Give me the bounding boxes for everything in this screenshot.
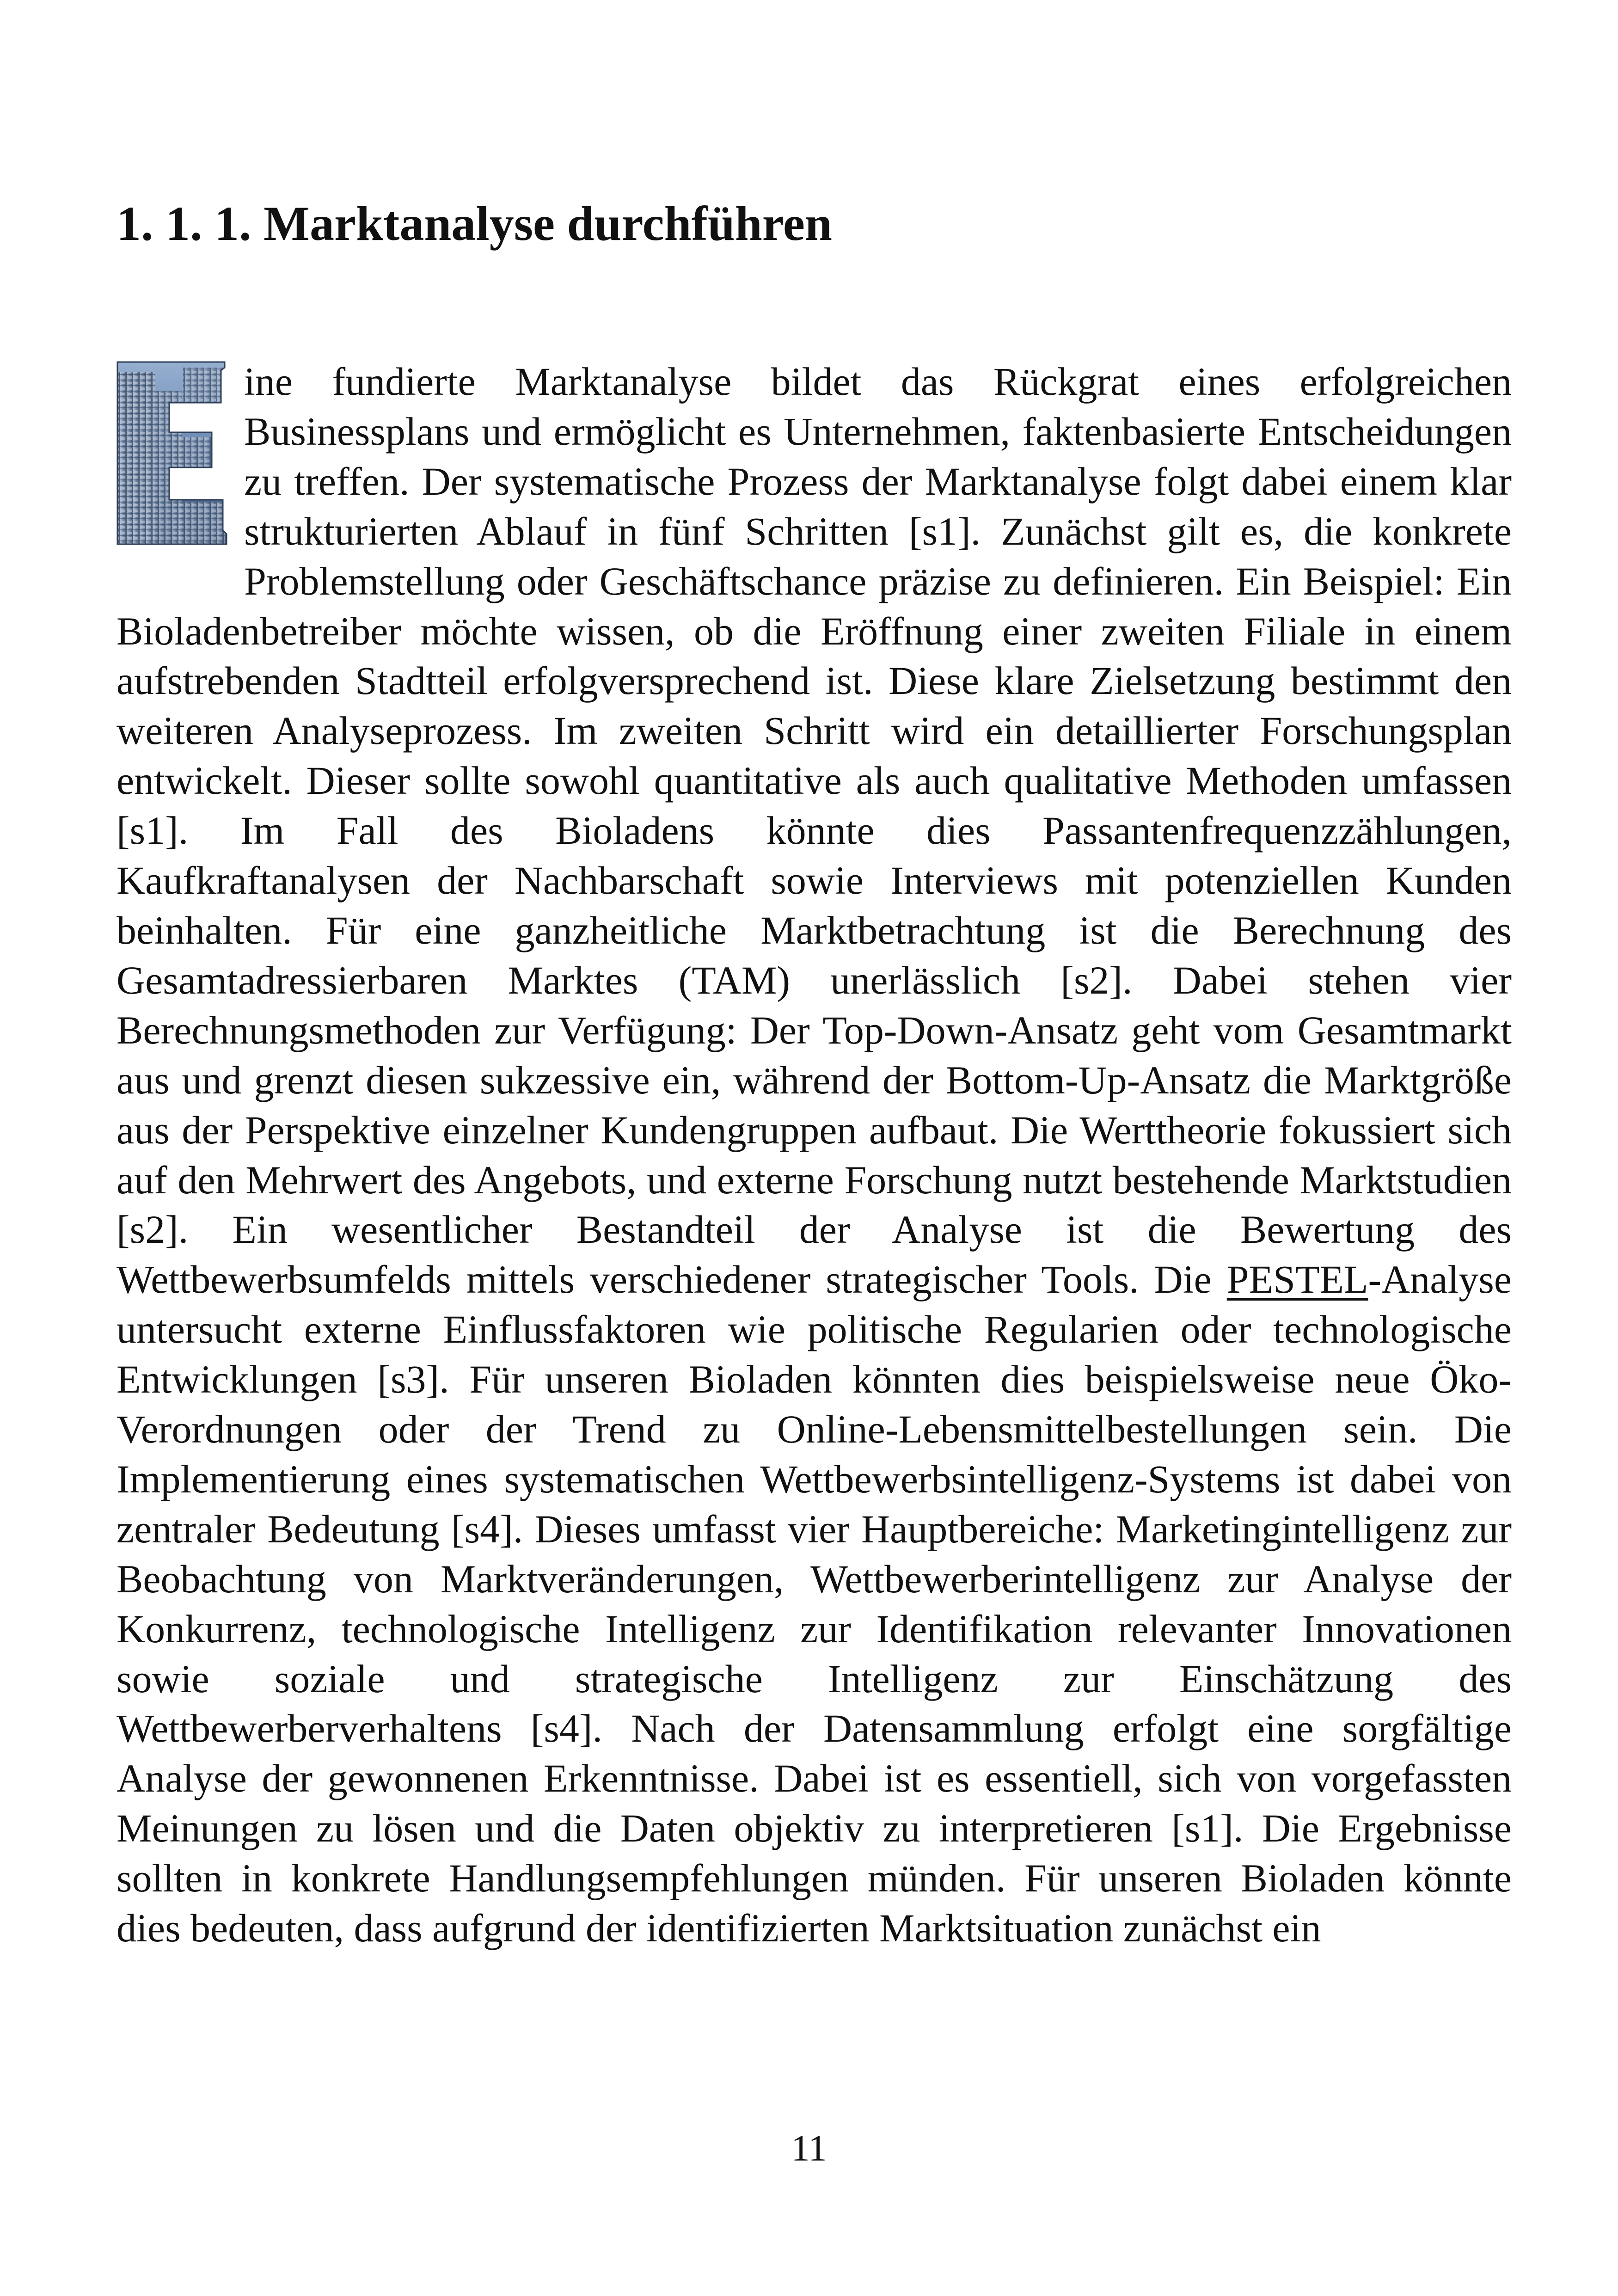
body-text-part-2: -Analyse untersucht externe Einflussfaktoren wie politische Regularien oder technologische Entwicklungen [s3]. Für unseren Bioladen könnten dies beispielsweise neue Öko-Verordnungen oder der Trend zu Online-Lebensmittelbestellungen sein. Die Implementierung eines systematischen Wettbewerbsintelligenz-Systems ist dabei von zentraler Bedeutung [s4]. Dieses umfasst vier Hauptbereiche: Marketingintelligenz zur Beobachtung von Marktveränderungen, Wettbewerberintelligenz zur Analyse der Konkurrenz, technologische Intelligenz zur Identifikation relevanter Innovationen sowie soziale und strategische Intelligenz zur Einschätzung des Wettbewerberverhaltens [s4]. Nach der Datensammlung erfolgt eine sorgfältige Analyse der gewonnenen Erkenntnisse. Dabei ist es essentiell, sich von vorgefassten Meinungen zu lösen und die Daten objektiv zu interpretieren [s1]. Die Ergebnisse sollten in konkrete Handlungsempfehlungen münden. Für unseren Bioladen könnte dies bedeuten, dass aufgrund der identifizierten Marktsituation zunächst ein [116, 1257, 1512, 1951]
body-paragraph [116, 357, 1512, 1953]
page-number: 11 [791, 2128, 827, 2169]
body-text-part-1: ine fundierte Marktanalyse bildet das Rückgrat eines erfolgreichen Businessplans und ermöglicht es Unternehmen, faktenbasierte Entscheidungen zu treffen. Der systematische Prozess der Marktanalyse folgt dabei einem klar strukturierten Ablauf in fünf Schritten [s1]. Zunächst gilt es, die konkrete Problemstellung oder Geschäftschance präzise zu definieren. Ein Beispiel: Ein Bioladenbetreiber möchte wissen, ob die Eröffnung einer zweiten Filiale in einem aufstrebenden Stadtteil erfolgversprechend ist. Diese klare Zielsetzung bestimmt den weiteren Analyseprozess. Im zweiten Schritt wird ein detaillierter Forschungsplan entwickelt. Dieser sollte sowohl quantitative als auch qualitative Methoden umfassen [s1]. Im Fall des Bioladens könnte dies Passantenfrequenzzählungen, Kaufkraftanalysen der Nachbarschaft sowie Interviews mit potenziellen Kunden beinhalten. Für eine ganzheitliche Marktbetrachtung ist die Berechnung des Gesamtadressierbaren Marktes (TAM) unerlässlich [s2]. Dabei stehen vier Berechnungsmethoden zur Verfügung: Der Top-Down-Ansatz geht vom Gesamtmarkt aus und grenzt diesen sukzessive ein, während der Bottom-Up-Ansatz die Marktgröße aus der Perspektive einzelner Kundengruppen aufbaut. Die Werttheorie fokussiert sich auf den Mehrwert des Angebots, und externe Forschung nutzt bestehende Marktstudien [s2]. Ein wesentlicher Bestandteil der Analyse ist die Bewertung des Wettbewerbsumfelds mittels verschiedener strategischer Tools. Die [116, 359, 1512, 1302]
pestel-link[interactable]: PESTEL [1226, 1257, 1368, 1302]
drop-cap-spacer [116, 357, 244, 557]
section-heading: 1. 1. 1. Marktanalyse durchführen [116, 196, 832, 251]
